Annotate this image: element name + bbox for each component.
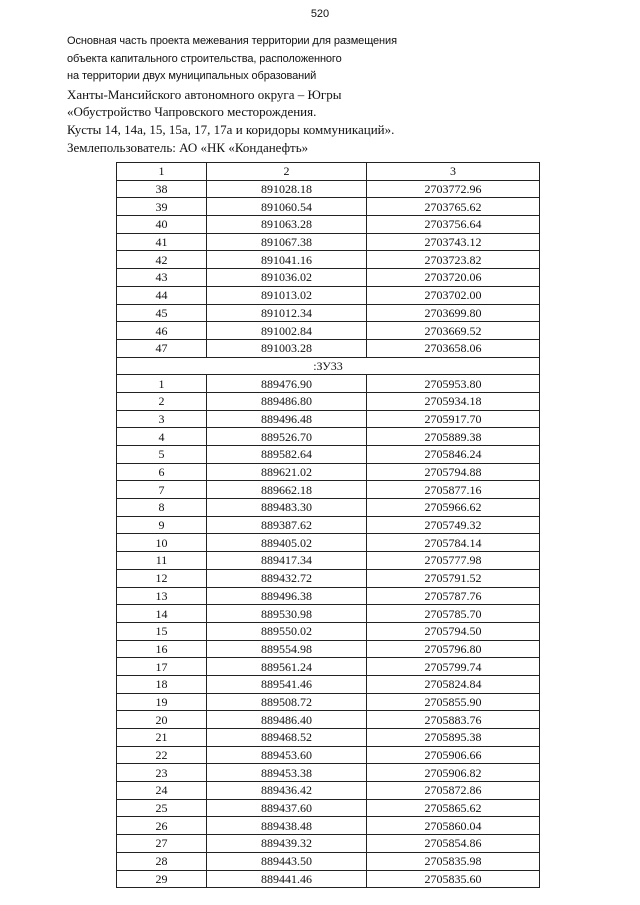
point-number-cell: 10 [117,534,207,552]
point-number-cell: 29 [117,870,207,888]
header-line: «Обустройство Чапровского месторождения. [67,104,317,120]
table-row [117,233,540,251]
y-coordinate-cell: 2705917.70 [367,410,540,428]
point-number-cell: 47 [117,339,207,357]
y-coordinate-cell: 2705791.52 [367,569,540,587]
y-coordinate-cell: 2705799.74 [367,658,540,676]
table-row [117,658,540,676]
x-coordinate-cell: 891002.84 [207,322,367,340]
x-coordinate-cell: 889441.46 [207,870,367,888]
point-number-cell: 45 [117,304,207,322]
table-row [117,481,540,499]
y-coordinate-cell: 2705889.38 [367,428,540,446]
x-coordinate-cell: 891012.34 [207,304,367,322]
point-number-cell: 21 [117,729,207,747]
x-coordinate-cell: 889550.02 [207,622,367,640]
x-coordinate-cell: 891036.02 [207,269,367,287]
point-number-cell: 19 [117,693,207,711]
x-coordinate-cell: 889437.60 [207,799,367,817]
x-coordinate-cell: 889438.48 [207,817,367,835]
table-row [117,675,540,693]
table-header-row [117,163,540,181]
y-coordinate-cell: 2705895.38 [367,729,540,747]
x-coordinate-cell: 889582.64 [207,446,367,464]
x-coordinate-cell: 889439.32 [207,835,367,853]
table-row [117,410,540,428]
x-coordinate-cell: 889436.42 [207,782,367,800]
x-coordinate-cell: 889561.24 [207,658,367,676]
x-coordinate-cell: 889417.34 [207,552,367,570]
y-coordinate-cell: 2705796.80 [367,640,540,658]
table-row [117,764,540,782]
table-row [117,375,540,393]
point-number-cell: 16 [117,640,207,658]
y-coordinate-cell: 2703743.12 [367,233,540,251]
y-coordinate-cell: 2705784.14 [367,534,540,552]
point-number-cell: 38 [117,180,207,198]
point-number-cell: 17 [117,658,207,676]
table-row [117,693,540,711]
y-coordinate-cell: 2705877.16 [367,481,540,499]
point-number-cell: 6 [117,463,207,481]
table-row [117,587,540,605]
y-coordinate-cell: 2705860.04 [367,817,540,835]
x-coordinate-cell: 891003.28 [207,339,367,357]
point-number-cell: 39 [117,198,207,216]
header-line: Кусты 14, 14а, 15, 15а, 17, 17а и коридоры коммуникаций». [67,121,395,137]
coordinates-table [116,162,540,888]
page-number: 520 [310,8,330,20]
y-coordinate-cell: 2703723.82 [367,251,540,269]
table-row [117,552,540,570]
point-number-cell: 27 [117,835,207,853]
y-coordinate-cell: 2705777.98 [367,552,540,570]
y-coordinate-cell: 2705854.86 [367,835,540,853]
section-row [117,357,540,375]
table-row [117,339,540,357]
x-coordinate-cell: 891041.16 [207,251,367,269]
table-row [117,286,540,304]
y-coordinate-cell: 2705872.86 [367,782,540,800]
table-row [117,817,540,835]
point-number-cell: 26 [117,817,207,835]
y-coordinate-cell: 2705855.90 [367,693,540,711]
point-number-cell: 13 [117,587,207,605]
y-coordinate-cell: 2703658.06 [367,339,540,357]
table-row [117,605,540,623]
x-coordinate-cell: 889530.98 [207,605,367,623]
section-label: :ЗУ33 [117,357,540,375]
x-coordinate-cell: 889483.30 [207,499,367,517]
table-row [117,640,540,658]
table-row [117,322,540,340]
table-row [117,180,540,198]
x-coordinate-cell: 889453.60 [207,746,367,764]
table-row [117,216,540,234]
point-number-cell: 7 [117,481,207,499]
y-coordinate-cell: 2705835.60 [367,870,540,888]
point-number-cell: 8 [117,499,207,517]
column-header: 2 [207,163,367,181]
point-number-cell: 25 [117,799,207,817]
y-coordinate-cell: 2703669.52 [367,322,540,340]
y-coordinate-cell: 2705906.82 [367,764,540,782]
x-coordinate-cell: 889621.02 [207,463,367,481]
table-row [117,569,540,587]
table-row [117,446,540,464]
x-coordinate-cell: 889486.80 [207,392,367,410]
x-coordinate-cell: 889468.52 [207,729,367,747]
y-coordinate-cell: 2705906.66 [367,746,540,764]
y-coordinate-cell: 2705794.50 [367,622,540,640]
header-line: Землепользователь: АО «НК «Конданефть» [67,139,309,155]
x-coordinate-cell: 889443.50 [207,852,367,870]
point-number-cell: 18 [117,675,207,693]
x-coordinate-cell: 889541.46 [207,675,367,693]
point-number-cell: 42 [117,251,207,269]
header-line: на территории двух муниципальных образований [67,70,317,83]
table-row [117,428,540,446]
y-coordinate-cell: 2703772.96 [367,180,540,198]
document-header [67,33,587,156]
table-row [117,534,540,552]
y-coordinate-cell: 2705966.62 [367,499,540,517]
x-coordinate-cell: 889405.02 [207,534,367,552]
table-row [117,799,540,817]
point-number-cell: 40 [117,216,207,234]
header-line: Основная часть проекта межевания территории для размещения [67,35,397,47]
x-coordinate-cell: 889486.40 [207,711,367,729]
point-number-cell: 46 [117,322,207,340]
table-row [117,729,540,747]
table-row [117,392,540,410]
y-coordinate-cell: 2705846.24 [367,446,540,464]
y-coordinate-cell: 2703765.62 [367,198,540,216]
x-coordinate-cell: 889496.38 [207,587,367,605]
point-number-cell: 5 [117,446,207,464]
y-coordinate-cell: 2705835.98 [367,852,540,870]
table-row [117,622,540,640]
point-number-cell: 15 [117,622,207,640]
y-coordinate-cell: 2705794.88 [367,463,540,481]
point-number-cell: 9 [117,516,207,534]
y-coordinate-cell: 2703702.00 [367,286,540,304]
table-row [117,852,540,870]
x-coordinate-cell: 889453.38 [207,764,367,782]
table-row [117,499,540,517]
header-line: Ханты-Мансийского автономного округа – Югры [67,86,342,102]
table-row [117,251,540,269]
point-number-cell: 23 [117,764,207,782]
x-coordinate-cell: 891063.28 [207,216,367,234]
y-coordinate-cell: 2705785.70 [367,605,540,623]
x-coordinate-cell: 891067.38 [207,233,367,251]
column-header: 3 [367,163,540,181]
table-row [117,711,540,729]
x-coordinate-cell: 891028.18 [207,180,367,198]
table-row [117,746,540,764]
x-coordinate-cell: 889662.18 [207,481,367,499]
y-coordinate-cell: 2703720.06 [367,269,540,287]
point-number-cell: 24 [117,782,207,800]
table-row [117,269,540,287]
point-number-cell: 41 [117,233,207,251]
x-coordinate-cell: 889508.72 [207,693,367,711]
point-number-cell: 2 [117,392,207,410]
point-number-cell: 22 [117,746,207,764]
point-number-cell: 14 [117,605,207,623]
point-number-cell: 44 [117,286,207,304]
x-coordinate-cell: 889496.48 [207,410,367,428]
x-coordinate-cell: 889526.70 [207,428,367,446]
x-coordinate-cell: 889387.62 [207,516,367,534]
table-row [117,782,540,800]
table-body [117,180,540,888]
point-number-cell: 11 [117,552,207,570]
y-coordinate-cell: 2705934.18 [367,392,540,410]
y-coordinate-cell: 2705865.62 [367,799,540,817]
y-coordinate-cell: 2705824.84 [367,675,540,693]
x-coordinate-cell: 891060.54 [207,198,367,216]
y-coordinate-cell: 2703699.80 [367,304,540,322]
point-number-cell: 12 [117,569,207,587]
table-row [117,198,540,216]
y-coordinate-cell: 2705953.80 [367,375,540,393]
x-coordinate-cell: 889476.90 [207,375,367,393]
x-coordinate-cell: 891013.02 [207,286,367,304]
table-row [117,304,540,322]
x-coordinate-cell: 889432.72 [207,569,367,587]
point-number-cell: 3 [117,410,207,428]
point-number-cell: 1 [117,375,207,393]
point-number-cell: 20 [117,711,207,729]
table-row [117,870,540,888]
y-coordinate-cell: 2705883.76 [367,711,540,729]
y-coordinate-cell: 2705787.76 [367,587,540,605]
header-line: объекта капитального строительства, расположенного [67,52,342,65]
y-coordinate-cell: 2705749.32 [367,516,540,534]
x-coordinate-cell: 889554.98 [207,640,367,658]
column-header: 1 [117,163,207,181]
y-coordinate-cell: 2703756.64 [367,216,540,234]
table-row [117,516,540,534]
point-number-cell: 4 [117,428,207,446]
table-row [117,835,540,853]
table-row [117,463,540,481]
point-number-cell: 43 [117,269,207,287]
point-number-cell: 28 [117,852,207,870]
